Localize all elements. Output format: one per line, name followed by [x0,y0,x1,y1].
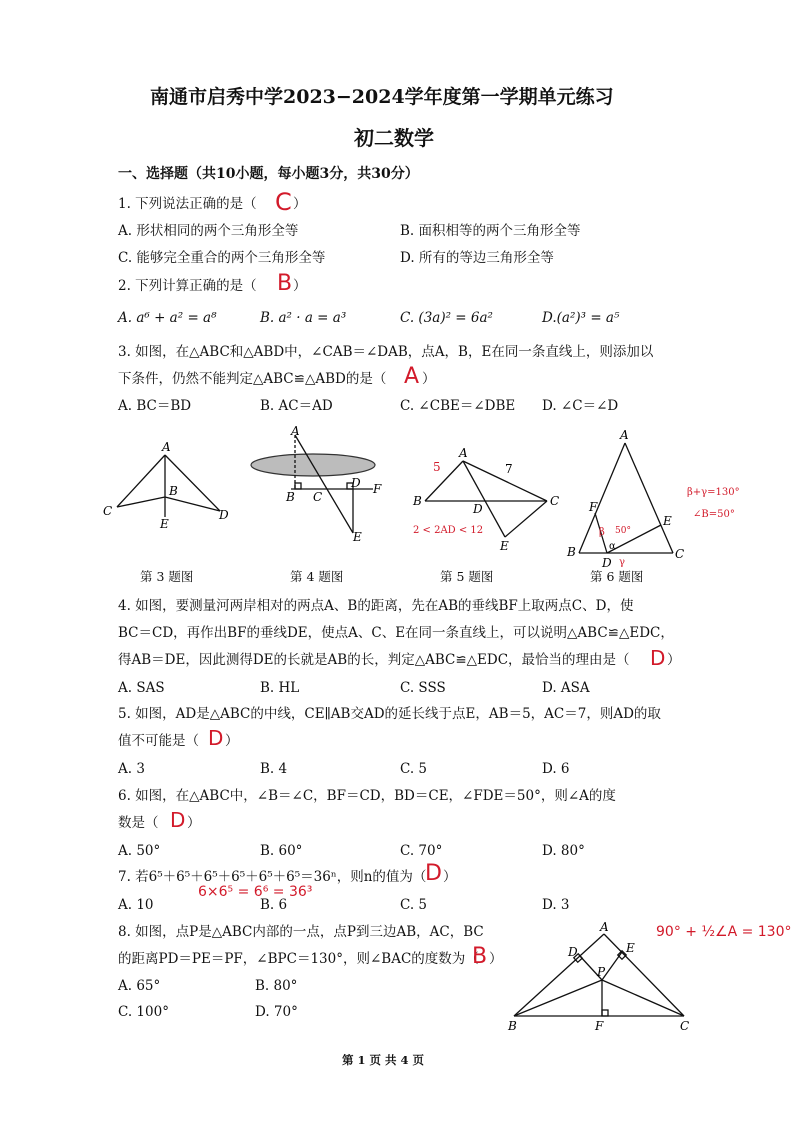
fig6-note-2: ∠B=50° [693,509,735,520]
caption-fig3: 第 3 题图 [140,569,194,584]
fig8-label-p: P [597,965,606,979]
q4-paren: ） [667,652,681,668]
q7-option-d: D. 3 [542,897,570,913]
q6-paren: ） [187,815,201,831]
q6-option-a: A. 50° [118,843,161,859]
q8-option-a: A. 65° [118,978,161,994]
q8-paren: ） [489,951,503,967]
fig4-label-e: E [353,530,362,544]
fig5-label-b: B [413,494,422,508]
figure-6 [579,443,673,553]
q4-line2: BC＝CD，再作出BF的垂线DE，使点A、C、E在同一条直线上，可以说明△ABC≌△EDC， [118,625,674,641]
fig6-label-f: F [589,500,598,514]
fig5-label-a: A [459,446,468,460]
section-heading: 一、选择题（共10小题，每小题3分，共30分） [118,166,419,182]
fig6-label-a: A [620,428,629,442]
q2-option-b: B. a² · a = a³ [260,310,347,326]
fig8-label-a: A [600,920,609,934]
caption-fig6: 第 6 题图 [590,569,644,584]
q7-option-a: A. 10 [118,897,154,913]
q4-option-a: A. SAS [118,680,165,696]
fig6-alpha: α [609,541,616,552]
q7-answer: D [425,861,442,886]
fig5-label-e: E [500,539,509,553]
fig8-label-f: F [595,1019,604,1033]
q3-line2: 下条件，仍然不能判定△ABC≌△ABD的是（ [118,371,387,387]
q1-option-d: D. 所有的等边三角形全等 [400,250,554,266]
q3-option-a: A. BC＝BD [118,398,192,414]
q3-answer: A [404,364,420,389]
fig4-label-c: C [313,490,323,504]
q3-paren: ） [422,371,436,387]
q6-option-d: D. 80° [542,843,585,859]
q4-option-c: C. SSS [400,680,446,696]
fig3-label-c: C [103,504,113,518]
q2-option-a: A. a⁶ + a² = a⁸ [118,310,217,326]
q3-line1: 3. 如图，在△ABC和△ABD中，∠CAB＝∠DAB，点A，B，E在同一条直线上，则添加以 [118,344,654,360]
exam-subtitle: 初二数学 [354,126,434,150]
q7-option-b: B. 6 [260,897,288,913]
q8-option-d: D. 70° [255,1004,298,1020]
fig6-label-c: C [675,547,685,561]
caption-fig5: 第 5 题图 [440,569,494,584]
q5-option-a: A. 3 [118,761,145,777]
fig8-label-e: E [626,941,635,955]
q5-option-b: B. 4 [260,761,288,777]
q1-option-c: C. 能够完全重合的两个三角形全等 [118,250,326,266]
q2-option-c: C. (3a)² = 6a² [400,310,493,326]
q5-paren: ） [225,733,239,749]
q6-option-c: C. 70° [400,843,443,859]
q5-line2: 值不可能是（ [118,733,199,749]
fig5-label-c: C [550,494,560,508]
q4-answer: D [650,646,666,670]
q3-option-c: C. ∠CBE＝∠DBE [400,398,516,414]
q8-option-c: C. 100° [118,1004,169,1020]
q8-work: 90° + ½∠A = 130° [656,924,792,940]
fig5-note-range: 2 < 2AD < 12 [413,525,484,536]
q5-option-d: D. 6 [542,761,570,777]
q4-option-d: D. ASA [542,680,590,696]
fig6-angle: 50° [615,526,631,536]
fig4-label-a: A [291,425,300,438]
fig8-label-d: D [568,945,578,959]
fig6-beta: β [599,527,605,538]
fig3-label-a: A [162,440,171,454]
q8-option-b: B. 80° [255,978,298,994]
q2-answer: B [277,271,293,296]
q1-stem: 1. 下列说法正确的是（ [118,196,257,212]
q2-stem: 2. 下列计算正确的是（ [118,278,257,294]
fig8-label-c: C [680,1019,690,1033]
q6-answer: D [170,808,186,832]
page-footer: 第 1 页 共 4 页 [342,1053,425,1067]
q1-answer: C [275,188,292,216]
fig6-note-1: β+γ=130° [687,487,740,498]
q6-line2: 数是（ [118,815,159,831]
q4-line1: 4. 如图，要测量河两岸相对的两点A、B的距离，先在AB的垂线BF上取两点C、D，使 [118,598,634,614]
figures-row [95,425,785,570]
fig3-label-e: E [160,517,169,531]
fig3-label-b: B [169,484,178,498]
fig4-label-f: F [373,482,382,496]
q7-paren: ） [443,869,457,885]
q7-work: 6×6⁵ = 6⁶ = 36³ [198,884,313,900]
fig4-label-d: D [351,476,361,490]
fig6-gamma: γ [619,557,625,568]
q3-option-d: D. ∠C＝∠D [542,398,619,414]
exam-title: 南通市启秀中学2023−2024学年度第一学期单元练习 [150,86,614,108]
fig5-label-d: D [473,502,483,516]
fig6-label-b: B [567,545,576,559]
q5-option-c: C. 5 [400,761,428,777]
fig4-label-b: B [286,490,295,504]
q8-line2: 的距离PD＝PE＝PF，∠BPC＝130°，则∠BAC的度数为（ [118,951,479,967]
q6-line1: 6. 如图，在△ABC中，∠B＝∠C，BF＝CD，BD＝CE，∠FDE＝50°，则∠A的度 [118,788,616,804]
q2-option-d: D.(a²)³ = a⁵ [542,310,620,326]
q5-answer: D [208,726,224,750]
q5-line1: 5. 如图，AD是△ABC的中线，CE∥AB交AD的延长线于点E，AB＝5，AC＝7，则AD的取 [118,706,661,722]
q1-option-b: B. 面积相等的两个三角形全等 [400,223,581,239]
q3-option-b: B. AC＝AD [260,398,333,414]
q8-answer: B [472,944,488,969]
fig3-label-d: D [219,508,229,522]
q2-paren: ） [293,278,307,294]
fig8-label-b: B [508,1019,517,1033]
q4-option-b: B. HL [260,680,300,696]
q1-option-a: A. 形状相同的两个三角形全等 [118,223,299,239]
q7-stem: 7. 若6⁵＋6⁵＋6⁵＋6⁵＋6⁵＋6⁵＝36ⁿ，则n的值为（ [118,869,427,885]
caption-fig4: 第 4 题图 [290,569,344,584]
q6-option-b: B. 60° [260,843,303,859]
q1-paren: ） [293,196,307,212]
q8-line1: 8. 如图，点P是△ABC内部的一点，点P到三边AB，AC，BC [118,924,484,940]
fig6-label-d: D [602,556,612,570]
q4-line3: 得AB＝DE，因此测得DE的长就是AB的长，判定△ABC≌△EDC，最恰当的理由是（ [118,652,630,668]
figure-8 [500,920,700,1038]
fig5-note-5: 5 [433,460,441,474]
q7-option-c: C. 5 [400,897,428,913]
fig5-note-7: 7 [505,462,513,476]
fig6-label-e: E [663,514,672,528]
